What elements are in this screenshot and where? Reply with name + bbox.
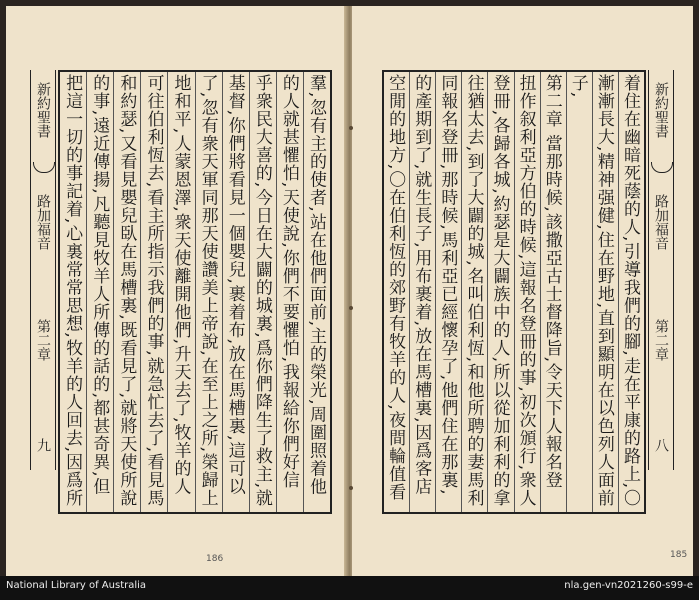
right-text-column: 扭作叙利亞方伯的時候,這報名登冊的事,初次頒行,衆人 bbox=[514, 72, 540, 512]
right-text-column: 空閒的地方,〇在伯利恆的郊野有牧羊的人,夜間輪值看 bbox=[385, 74, 406, 501]
right-text-column: 的產期到了,就生長子,用布裹着,放在馬槽裏,因爲客店 bbox=[409, 72, 435, 512]
right-section-title: 路加福音 bbox=[653, 194, 669, 250]
right-text-column: 登冊,各歸各城,約瑟是大闢族中的人,所以從加利利的拿 bbox=[487, 72, 513, 512]
binding-stitch bbox=[349, 126, 353, 130]
right-book-title: 新約聖書 bbox=[653, 82, 669, 138]
left-chapter-label: 第二章 bbox=[35, 319, 51, 361]
left-text-column: 基督,你們將看見一個嬰兒,裹着布,放在馬槽裏,這可以 bbox=[222, 72, 249, 512]
left-page bbox=[6, 6, 347, 576]
left-section-title: 路加福音 bbox=[35, 194, 51, 250]
fishtail-ornament-icon bbox=[651, 162, 673, 173]
footer-identifier: nla.gen-vn2021260-s99-e bbox=[564, 580, 693, 591]
left-text-column: 乎衆民大喜的,今日在大闢的城裏,爲你們降生了救主,就 bbox=[249, 72, 276, 512]
left-text-column: 的人就甚懼怕,天使說,你們不要懼怕,我報給你們好信 bbox=[276, 72, 303, 512]
left-text-columns bbox=[60, 72, 330, 512]
fishtail-ornament-icon bbox=[33, 162, 55, 173]
right-running-header bbox=[648, 70, 674, 470]
right-text-column: 着住在幽暗死蔭的人,引導我們的腳,走在平康的路上,〇 bbox=[618, 72, 644, 512]
footer-library-name: National Library of Australia bbox=[6, 580, 147, 591]
binding-stitch bbox=[349, 306, 353, 310]
right-chapter-label: 第二章 bbox=[653, 319, 669, 361]
left-text-column: 羣,忽有主的使者,站在他們面前,主的榮光,周圍照着他 bbox=[303, 72, 330, 512]
left-text-column: 了,忽有衆天軍同那天使讚美上帝說,在至上之所,榮歸上 bbox=[195, 72, 222, 512]
left-text-column: 的事,遠近傳揚,凡聽見牧羊人所傳的話的,都甚奇異,但 bbox=[86, 72, 113, 512]
left-text-column: 可往伯利恆去,看主所指示我們的事,就急忙去了,看見馬 bbox=[140, 72, 167, 512]
right-page-number: 八 bbox=[653, 438, 669, 452]
right-text-frame bbox=[382, 70, 646, 514]
right-text-column: 往猶太去,到了大闢的城,名叫伯利恆,和他所聘的妻馬利 bbox=[461, 72, 487, 512]
right-text-column: 漸漸長大,精神强健,住在野地,直到顯明在以色列人面前 bbox=[592, 72, 618, 512]
archive-footer bbox=[0, 576, 699, 600]
right-text-columns bbox=[384, 72, 644, 512]
binding-stitch bbox=[349, 486, 353, 490]
right-text-column: 子, bbox=[566, 72, 592, 512]
right-page bbox=[352, 6, 693, 576]
left-text-column: 和約瑟,又看見嬰兒臥在馬槽裏,既看見了,就將天使所說 bbox=[113, 72, 140, 512]
right-text-column: 同報名登冊,那時候,馬利亞已經懷孕了,他們住在那裏, bbox=[435, 72, 461, 512]
left-book-title: 新約聖書 bbox=[35, 82, 51, 138]
left-pencil-note: 186 bbox=[206, 554, 224, 564]
open-book bbox=[6, 6, 693, 576]
left-text-frame bbox=[58, 70, 332, 514]
left-page-number: 九 bbox=[35, 438, 51, 452]
left-running-header bbox=[30, 70, 56, 470]
left-text-column: 地和平,人蒙恩澤,衆天使離開他們,升天去了,牧羊的人 bbox=[167, 72, 194, 512]
right-text-column: 第二章 當那時候,該撒亞古士督降旨,令天下人報名登 bbox=[540, 72, 566, 512]
right-pencil-note: 185 bbox=[670, 550, 688, 560]
left-text-column: 把這一切的事記着,心裏常常思想,牧羊的人回去,因爲所 bbox=[62, 74, 83, 508]
